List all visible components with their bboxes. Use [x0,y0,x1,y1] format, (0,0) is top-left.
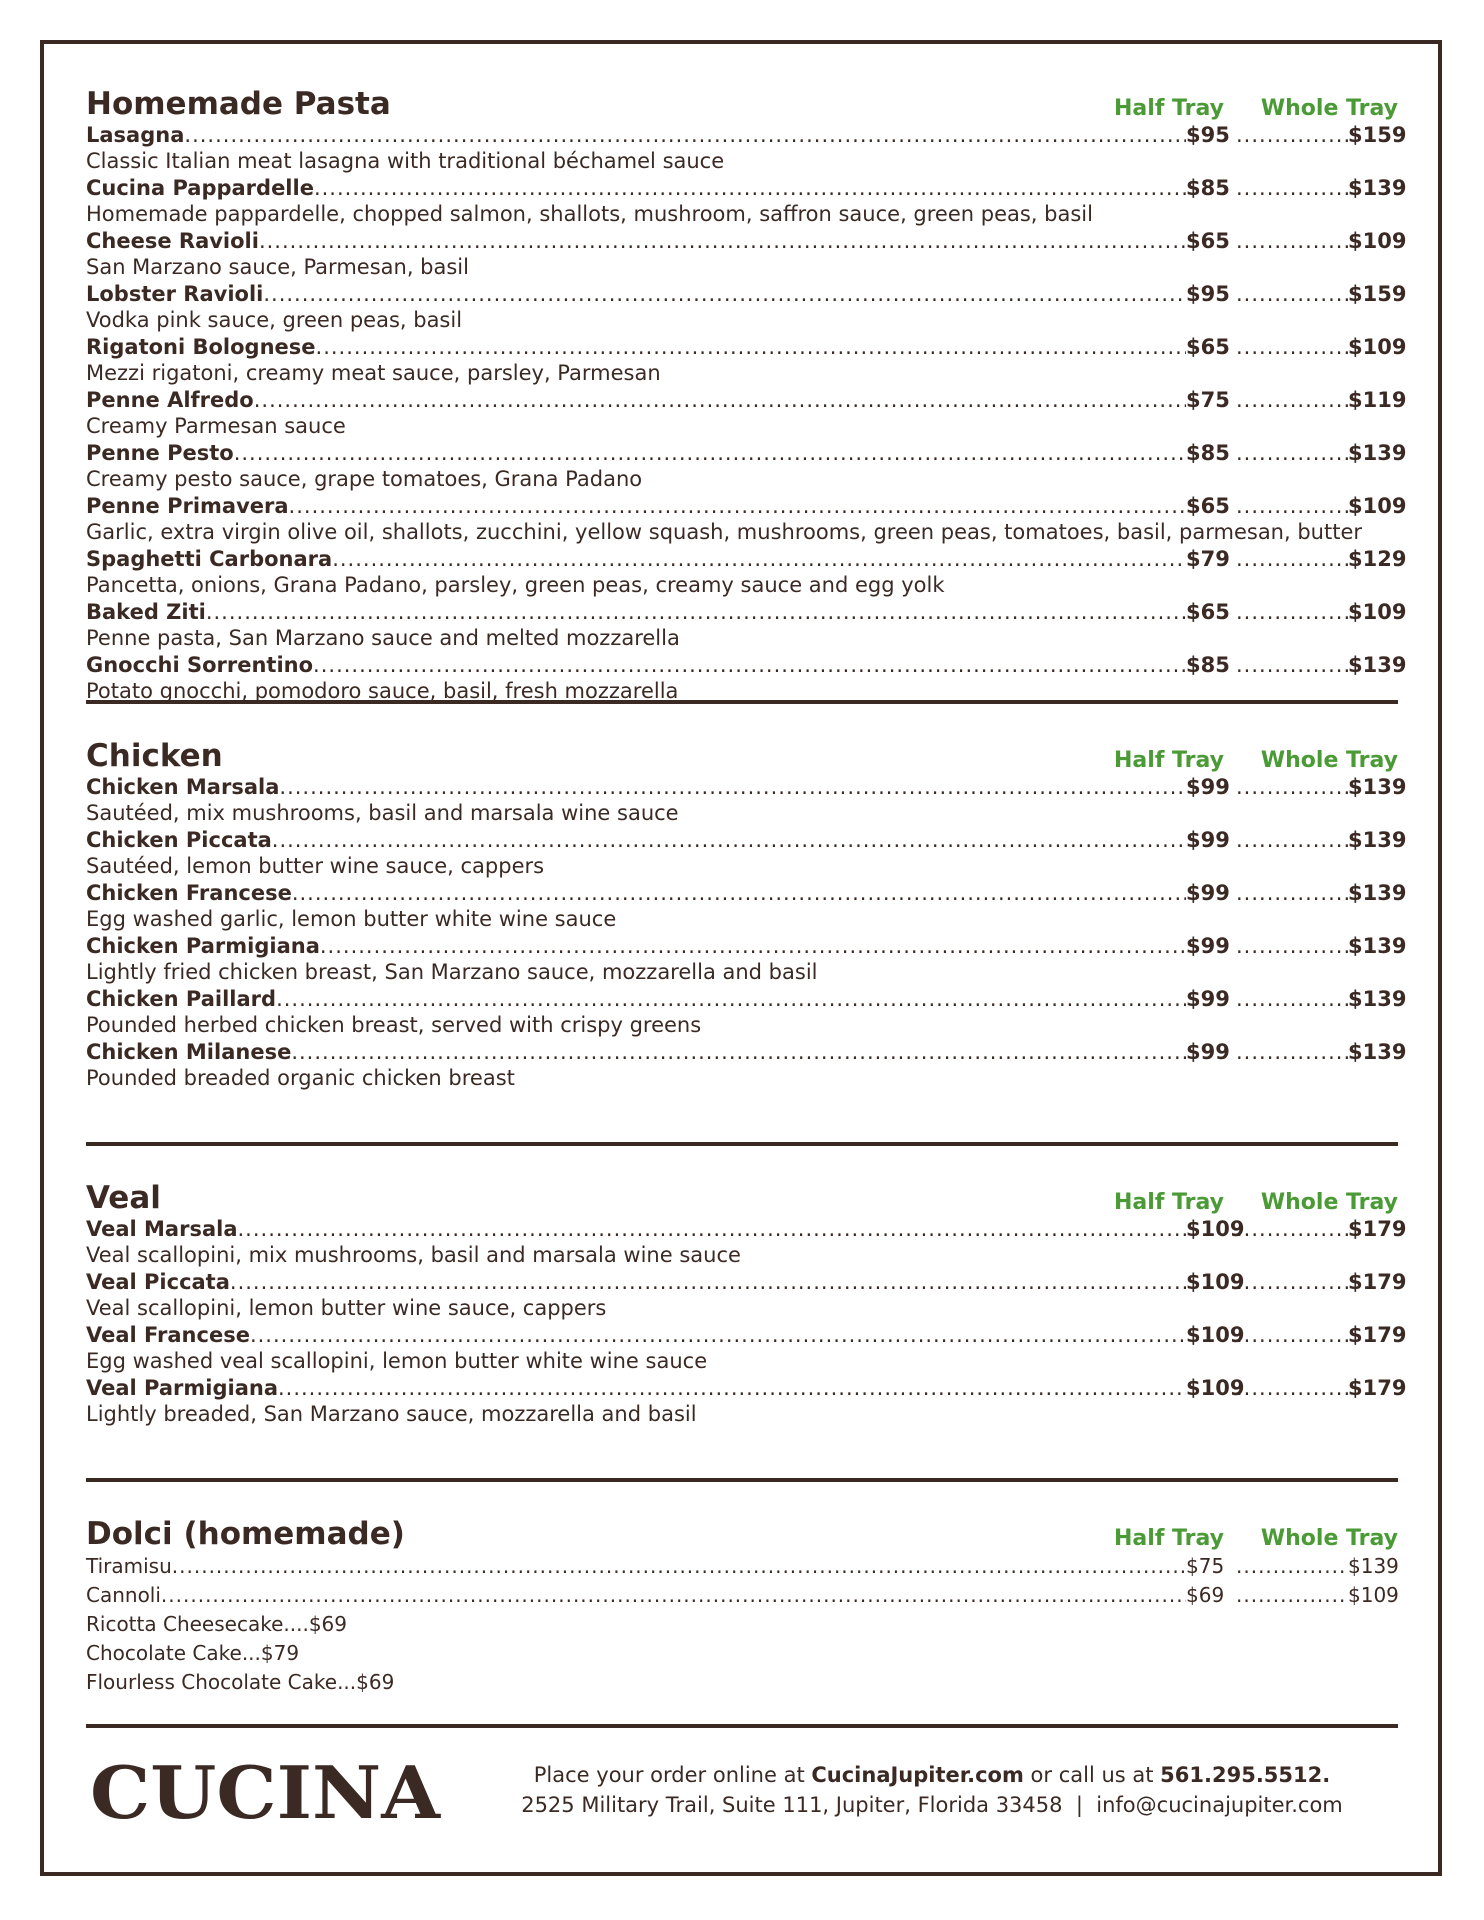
menu-item-row [86,774,1407,800]
dot-leader [332,546,1186,572]
dot-leader [272,827,1186,853]
dot-leader [1236,880,1348,906]
whole-tray-price: $159 [1348,282,1407,306]
whole-tray-price: $109 [1348,494,1407,518]
item-name: Chicken Piccata [86,828,272,852]
item-description: Mezzi rigatoni, creamy meat sauce, parsley, Parmesan [86,361,661,385]
cucina-logo [88,1758,444,1828]
item-name: Cucina Pappardelle [86,176,314,200]
menu-item-row [86,1216,1407,1242]
item-description: Veal scallopini, mix mushrooms, basil and marsala wine sauce [86,1243,741,1267]
whole-tray-price: $139 [1348,934,1407,958]
whole-tray-price: $109 [1348,335,1407,359]
dot-leader [1236,652,1348,678]
dot-leader [1236,1216,1348,1242]
half-tray-header: Half Tray [1114,1526,1224,1551]
dot-leader [250,1322,1186,1348]
menu-item-row [86,334,1407,360]
dessert-name: Cannoli [86,1583,161,1607]
dot-leader [278,1375,1186,1401]
item-name: Lobster Ravioli [86,282,264,306]
whole-tray-price: $139 [1348,987,1407,1011]
dot-leader [289,493,1186,519]
half-tray-price: $95 [1186,123,1230,147]
item-name: Baked Ziti [86,600,206,624]
dot-leader [1236,986,1348,1012]
section-header [86,1172,1398,1216]
half-tray-price: $85 [1186,653,1230,677]
dot-leader [161,1581,1186,1610]
item-name: Chicken Milanese [86,1040,292,1064]
menu-item-row [86,1322,1407,1348]
section-header [86,1508,1398,1552]
menu-item-row [86,1039,1407,1065]
whole-tray-price: $109 [1348,600,1407,624]
whole-tray-price: $179 [1348,1323,1407,1347]
dot-leader [1236,1581,1348,1610]
whole-tray-price: $109 [1348,229,1407,253]
whole-tray-header: Whole Tray [1260,96,1398,121]
dot-leader [1236,1322,1348,1348]
half-tray-price: $65 [1186,335,1230,359]
section-divider [86,1142,1398,1146]
menu-item-list [86,774,1407,1092]
whole-tray-price: $139 [1348,828,1407,852]
whole-tray-price: $159 [1348,123,1407,147]
half-tray-price: $109 [1186,1376,1245,1400]
dot-leader [263,281,1186,307]
whole-tray-price: $139 [1348,881,1407,905]
whole-tray-price: $139 [1348,653,1407,677]
order-line [466,1760,1398,1790]
dot-leader [292,880,1186,906]
menu-item-row [86,228,1407,254]
item-description: Lightly breaded, San Marzano sauce, mozzarella and basil [86,1402,697,1426]
dessert-single-price: Ricotta Cheesecake....$69 [86,1612,347,1636]
dot-leader [1236,1552,1348,1581]
item-name: Veal Marsala [86,1217,238,1241]
menu-item-row [86,933,1407,959]
half-tray-price: $65 [1186,494,1230,518]
menu-item-row [86,493,1407,519]
half-tray-price: $65 [1186,229,1230,253]
dot-leader [1236,281,1348,307]
dot-leader [184,122,1186,148]
whole-tray-price: $119 [1348,388,1407,412]
item-name: Chicken Marsala [86,775,280,799]
half-tray-price: $95 [1186,282,1230,306]
section-divider [86,1478,1398,1482]
section-header [86,730,1398,774]
half-tray-price: $75 [1186,1554,1225,1578]
dot-leader [206,599,1186,625]
dot-leader [1236,1039,1348,1065]
whole-tray-price: $139 [1348,1040,1407,1064]
item-description: Lightly fried chicken breast, San Marzano sauce, mozzarella and basil [86,960,818,984]
dot-leader [1236,334,1348,360]
half-tray-price: $99 [1186,1040,1230,1064]
half-tray-price: $65 [1186,600,1230,624]
menu-item-row [86,1269,1407,1295]
item-description: Garlic, extra virgin olive oil, shallots, zucchini, yellow squash, mushrooms, green peas, tomatoes, basil, parmesan, butter [86,520,1363,544]
item-name: Spaghetti Carbonara [86,547,333,571]
item-name: Cheese Ravioli [86,229,259,253]
item-description: San Marzano sauce, Parmesan, basil [86,255,469,279]
dot-leader [238,1216,1187,1242]
dot-leader [1236,774,1348,800]
section-chicken [86,730,1407,1142]
dot-leader [1236,599,1348,625]
item-name: Chicken Paillard [86,987,277,1011]
whole-tray-header: Whole Tray [1260,1190,1398,1215]
item-name: Penne Primavera [86,494,289,518]
address-line: 2525 Military Trail, Suite 111, Jupiter, Florida 33458 | info@cucinajupiter.com [521,1793,1343,1817]
dot-leader [1236,546,1348,572]
item-description: Classic Italian meat lasagna with traditional béchamel sauce [86,149,725,173]
dot-leader [254,387,1186,413]
item-description: Sautéed, lemon butter wine sauce, cappers [86,854,545,878]
item-description: Egg washed garlic, lemon butter white wine sauce [86,907,617,931]
menu-item-list [86,122,1407,705]
order-prefix: Place your order online at [533,1763,812,1787]
item-description: Pounded breaded organic chicken breast [86,1066,515,1090]
half-tray-price: $109 [1186,1323,1245,1347]
footer [86,1740,1398,1830]
whole-tray-header: Whole Tray [1260,748,1398,773]
item-name: Lasagna [86,123,185,147]
whole-tray-price: $139 [1348,176,1407,200]
website-link[interactable]: CucinaJupiter.com [811,1763,1024,1787]
half-tray-price: $99 [1186,987,1230,1011]
section-title: Chicken [86,738,223,774]
menu-item-row [86,986,1407,1012]
item-description: Egg washed veal scallopini, lemon butter white wine sauce [86,1349,708,1373]
dot-leader [316,334,1186,360]
menu-item-row [86,1375,1407,1401]
menu-content [86,78,1407,1728]
logo-text: CUCINA [90,1758,442,1828]
dot-leader [234,440,1186,466]
dessert-row [86,1581,1398,1610]
dot-leader [1236,228,1348,254]
item-description: Veal scallopini, lemon butter wine sauce, cappers [86,1296,607,1320]
whole-tray-price: $139 [1348,1554,1399,1578]
dot-leader [276,986,1186,1012]
item-name: Penne Alfredo [86,388,254,412]
phone-number[interactable]: 561.295.5512. [1160,1763,1331,1787]
section-veal [86,1172,1407,1478]
menu-item-row [86,387,1407,413]
dot-leader [314,175,1186,201]
dot-leader [230,1269,1186,1295]
half-tray-price: $99 [1186,828,1230,852]
item-name: Veal Piccata [86,1270,230,1294]
dot-leader [1236,440,1348,466]
half-tray-price: $69 [1186,1583,1225,1607]
whole-tray-price: $109 [1348,1583,1399,1607]
dessert-single-price: Chocolate Cake...$79 [86,1641,300,1665]
dot-leader [1236,387,1348,413]
dot-leader [1236,175,1348,201]
dessert-row [86,1552,1398,1581]
half-tray-price: $109 [1186,1217,1245,1241]
item-name: Veal Francese [86,1323,250,1347]
item-description: Pounded herbed chicken breast, served with crispy greens [86,1013,702,1037]
item-description: Pancetta, onions, Grana Padano, parsley, green peas, creamy sauce and egg yolk [86,573,945,597]
dot-leader [1236,827,1348,853]
item-name: Penne Pesto [86,441,234,465]
dot-leader [1236,493,1348,519]
item-description: Potato gnocchi, pomodoro sauce, basil, fresh mozzarella [86,679,679,703]
item-name: Chicken Francese [86,881,292,905]
item-description: Sautéed, mix mushrooms, basil and marsala wine sauce [86,801,679,825]
whole-tray-price: $179 [1348,1270,1407,1294]
dot-leader [259,228,1186,254]
menu-item-row [86,599,1407,625]
section-title: Veal [86,1180,161,1216]
whole-tray-price: $179 [1348,1217,1407,1241]
dessert-name: Tiramisu [86,1554,172,1578]
item-name: Veal Parmigiana [86,1376,278,1400]
menu-item-row [86,880,1407,906]
half-tray-price: $99 [1186,934,1230,958]
menu-item-row [86,122,1407,148]
menu-item-row [86,652,1407,678]
half-tray-price: $85 [1186,441,1230,465]
half-tray-price: $109 [1186,1270,1245,1294]
half-tray-price: $85 [1186,176,1230,200]
item-description: Vodka pink sauce, green peas, basil [86,308,463,332]
order-middle: or call us at [1023,1763,1161,1787]
half-tray-header: Half Tray [1114,1190,1224,1215]
dot-leader [1236,1269,1348,1295]
item-description: Homemade pappardelle, chopped salmon, shallots, mushroom, saffron sauce, green peas, basil [86,202,1093,226]
dot-leader [172,1552,1186,1581]
menu-item-row [86,827,1407,853]
dot-leader [1236,1375,1348,1401]
section-header [86,78,1398,122]
dot-leader [313,652,1186,678]
dot-leader [320,933,1186,959]
section-homemade-pasta [86,78,1407,703]
section-title: Dolci (homemade) [86,1516,405,1552]
dot-leader [1236,122,1348,148]
section-dolci [86,1508,1398,1724]
menu-item-row [86,281,1407,307]
item-name: Gnocchi Sorrentino [86,653,314,677]
menu-item-row [86,440,1407,466]
item-name: Chicken Parmigiana [86,934,320,958]
dot-leader [1236,933,1348,959]
item-description: Penne pasta, San Marzano sauce and melted mozzarella [86,626,680,650]
dolci-item-list [86,1552,1398,1697]
whole-tray-price: $179 [1348,1376,1407,1400]
whole-tray-price: $139 [1348,775,1407,799]
half-tray-header: Half Tray [1114,96,1224,121]
section-title: Homemade Pasta [86,86,391,122]
whole-tray-price: $139 [1348,441,1407,465]
item-description: Creamy pesto sauce, grape tomatoes, Grana Padano [86,467,643,491]
half-tray-header: Half Tray [1114,748,1224,773]
half-tray-price: $99 [1186,881,1230,905]
footer-contact [466,1760,1398,1820]
whole-tray-header: Whole Tray [1260,1526,1398,1551]
menu-item-row [86,175,1407,201]
item-description: Creamy Parmesan sauce [86,414,346,438]
whole-tray-price: $129 [1348,547,1407,571]
half-tray-price: $79 [1186,547,1230,571]
menu-item-list [86,1216,1407,1428]
half-tray-price: $99 [1186,775,1230,799]
half-tray-price: $75 [1186,388,1230,412]
item-name: Rigatoni Bolognese [86,335,316,359]
dessert-single-price: Flourless Chocolate Cake...$69 [86,1670,395,1694]
dot-leader [291,1039,1186,1065]
menu-item-row [86,546,1407,572]
dot-leader [279,774,1186,800]
section-divider [86,1724,1398,1728]
